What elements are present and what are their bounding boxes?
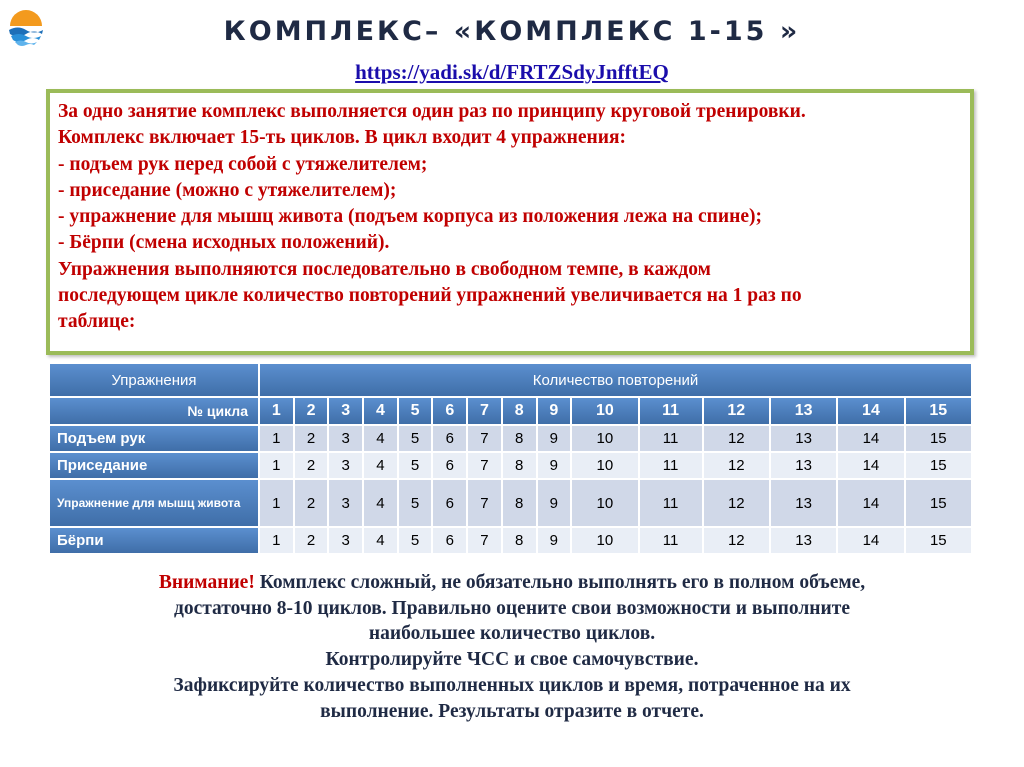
table-cell: 12 — [704, 453, 769, 478]
table-cell: 7 — [468, 528, 501, 553]
description-line: последующем цикле количество повторений упражнений увеличивается на 1 раз по — [58, 285, 802, 307]
instructions-footer — [0, 570, 1024, 724]
table-cell: 1 — [260, 528, 293, 553]
table-row — [50, 528, 971, 553]
cycle-number: 7 — [468, 398, 501, 424]
table-cell: 8 — [503, 453, 536, 478]
table-cell: 6 — [433, 453, 466, 478]
table-cell: 3 — [329, 453, 362, 478]
table-cell: 15 — [906, 426, 971, 451]
cycle-number: 8 — [503, 398, 536, 424]
cycle-number: 11 — [640, 398, 702, 424]
description-box — [46, 89, 974, 355]
table-cell: 4 — [364, 480, 397, 526]
cycle-number-row — [50, 398, 971, 424]
cycle-number: 13 — [771, 398, 836, 424]
table-cell: 14 — [838, 528, 903, 553]
repetitions-table — [48, 362, 973, 555]
table-cell: 13 — [771, 480, 836, 526]
table-cell: 11 — [640, 426, 702, 451]
cycle-number: 3 — [329, 398, 362, 424]
table-row — [50, 480, 971, 526]
description-line: - подъем рук перед собой с утяжелителем; — [58, 153, 428, 175]
cycle-number: 1 — [260, 398, 293, 424]
footer-line: Зафиксируйте количество выполненных циклов и время, потраченное на их — [173, 674, 851, 696]
table-cell: 11 — [640, 453, 702, 478]
footer-text: Комплекс сложный, не обязательно выполнять его в полном объеме, — [254, 572, 866, 593]
table-cell: 12 — [704, 426, 769, 451]
description-line: - Бёрпи (смена исходных положений). — [58, 232, 390, 254]
column-header-exercises: Упражнения — [50, 364, 258, 396]
download-link[interactable]: https://yadi.sk/d/FRTZSdyJnfftEQ — [355, 60, 669, 84]
description-line: Упражнения выполняются последовательно в свободном темпе, в каждом — [58, 258, 711, 280]
table-cell: 10 — [572, 480, 637, 526]
cycle-number: 10 — [572, 398, 637, 424]
cycle-label: № цикла — [50, 398, 258, 424]
description-line: - упражнение для мышц живота (подъем корпуса из положения лежа на спине); — [58, 206, 762, 228]
row-label: Приседание — [50, 453, 258, 478]
footer-line: выполнение. Результаты отразите в отчете. — [320, 700, 704, 722]
table-cell: 2 — [295, 426, 328, 451]
cycle-number: 2 — [295, 398, 328, 424]
cycle-number: 6 — [433, 398, 466, 424]
description-line: За одно занятие комплекс выполняется один раз по принципу круговой тренировки. — [58, 101, 806, 122]
page-title: КОМПЛЕКС– «КОМПЛЕКС 1-15 » — [223, 16, 801, 47]
table-cell: 12 — [704, 480, 769, 526]
table-cell: 13 — [771, 453, 836, 478]
table-cell: 2 — [295, 453, 328, 478]
table-cell: 6 — [433, 528, 466, 553]
table-cell: 5 — [399, 426, 432, 451]
footer-line — [0, 570, 1024, 596]
description-line: таблице: — [58, 311, 136, 333]
table-cell: 11 — [640, 528, 702, 553]
footer-line: наибольшее количество циклов. — [368, 623, 656, 645]
table-cell: 7 — [468, 453, 501, 478]
table-cell: 12 — [704, 528, 769, 553]
description-line: - приседание (можно с утяжелителем); — [58, 179, 397, 201]
table-cell: 3 — [329, 426, 362, 451]
table-cell: 9 — [538, 453, 571, 478]
table-cell: 14 — [838, 453, 903, 478]
table-cell: 10 — [572, 528, 637, 553]
table-header-row — [50, 364, 971, 396]
cycle-number: 4 — [364, 398, 397, 424]
table-cell: 4 — [364, 528, 397, 553]
cycle-number: 15 — [906, 398, 971, 424]
table-cell: 3 — [329, 480, 362, 526]
row-label: Подъем рук — [50, 426, 258, 451]
table-cell: 10 — [572, 453, 637, 478]
table-cell: 6 — [433, 426, 466, 451]
table-cell: 9 — [538, 528, 571, 553]
table-cell: 4 — [364, 426, 397, 451]
table-row — [50, 453, 971, 478]
table-cell: 6 — [433, 480, 466, 526]
row-label: Бёрпи — [50, 528, 258, 553]
table-cell: 15 — [906, 453, 971, 478]
table-cell: 15 — [906, 528, 971, 553]
column-header-reps: Количество повторений — [260, 364, 971, 396]
table-cell: 9 — [538, 480, 571, 526]
table-cell: 7 — [468, 480, 501, 526]
table-cell: 3 — [329, 528, 362, 553]
table-cell: 1 — [260, 480, 293, 526]
footer-line: Контролируйте ЧСС и свое самочувствие. — [325, 649, 699, 671]
table-cell: 14 — [838, 426, 903, 451]
table-cell: 8 — [503, 426, 536, 451]
table-cell: 4 — [364, 453, 397, 478]
table-cell: 1 — [260, 453, 293, 478]
table-cell: 15 — [906, 480, 971, 526]
table-cell: 13 — [771, 528, 836, 553]
footer-line: достаточно 8-10 циклов. Правильно оцените свои возможности и выполните — [173, 597, 851, 619]
table-cell: 2 — [295, 480, 328, 526]
table-cell: 9 — [538, 426, 571, 451]
table-cell: 5 — [399, 528, 432, 553]
table-cell: 1 — [260, 426, 293, 451]
cycle-number: 14 — [838, 398, 903, 424]
cycle-number: 12 — [704, 398, 769, 424]
table-cell: 5 — [399, 453, 432, 478]
table-cell: 5 — [399, 480, 432, 526]
table-cell: 10 — [572, 426, 637, 451]
cycle-number: 9 — [538, 398, 571, 424]
table-cell: 2 — [295, 528, 328, 553]
table-cell: 13 — [771, 426, 836, 451]
table-cell: 8 — [503, 480, 536, 526]
table-cell: 7 — [468, 426, 501, 451]
cycle-number: 5 — [399, 398, 432, 424]
row-label: Упражнение для мышц живота — [50, 480, 258, 526]
warning-label: Внимание! — [158, 572, 255, 593]
table-cell: 8 — [503, 528, 536, 553]
table-cell: 11 — [640, 480, 702, 526]
table-row — [50, 426, 971, 451]
table-cell: 14 — [838, 480, 903, 526]
description-line: Комплекс включает 15-ть циклов. В цикл входит 4 упражнения: — [58, 127, 627, 149]
